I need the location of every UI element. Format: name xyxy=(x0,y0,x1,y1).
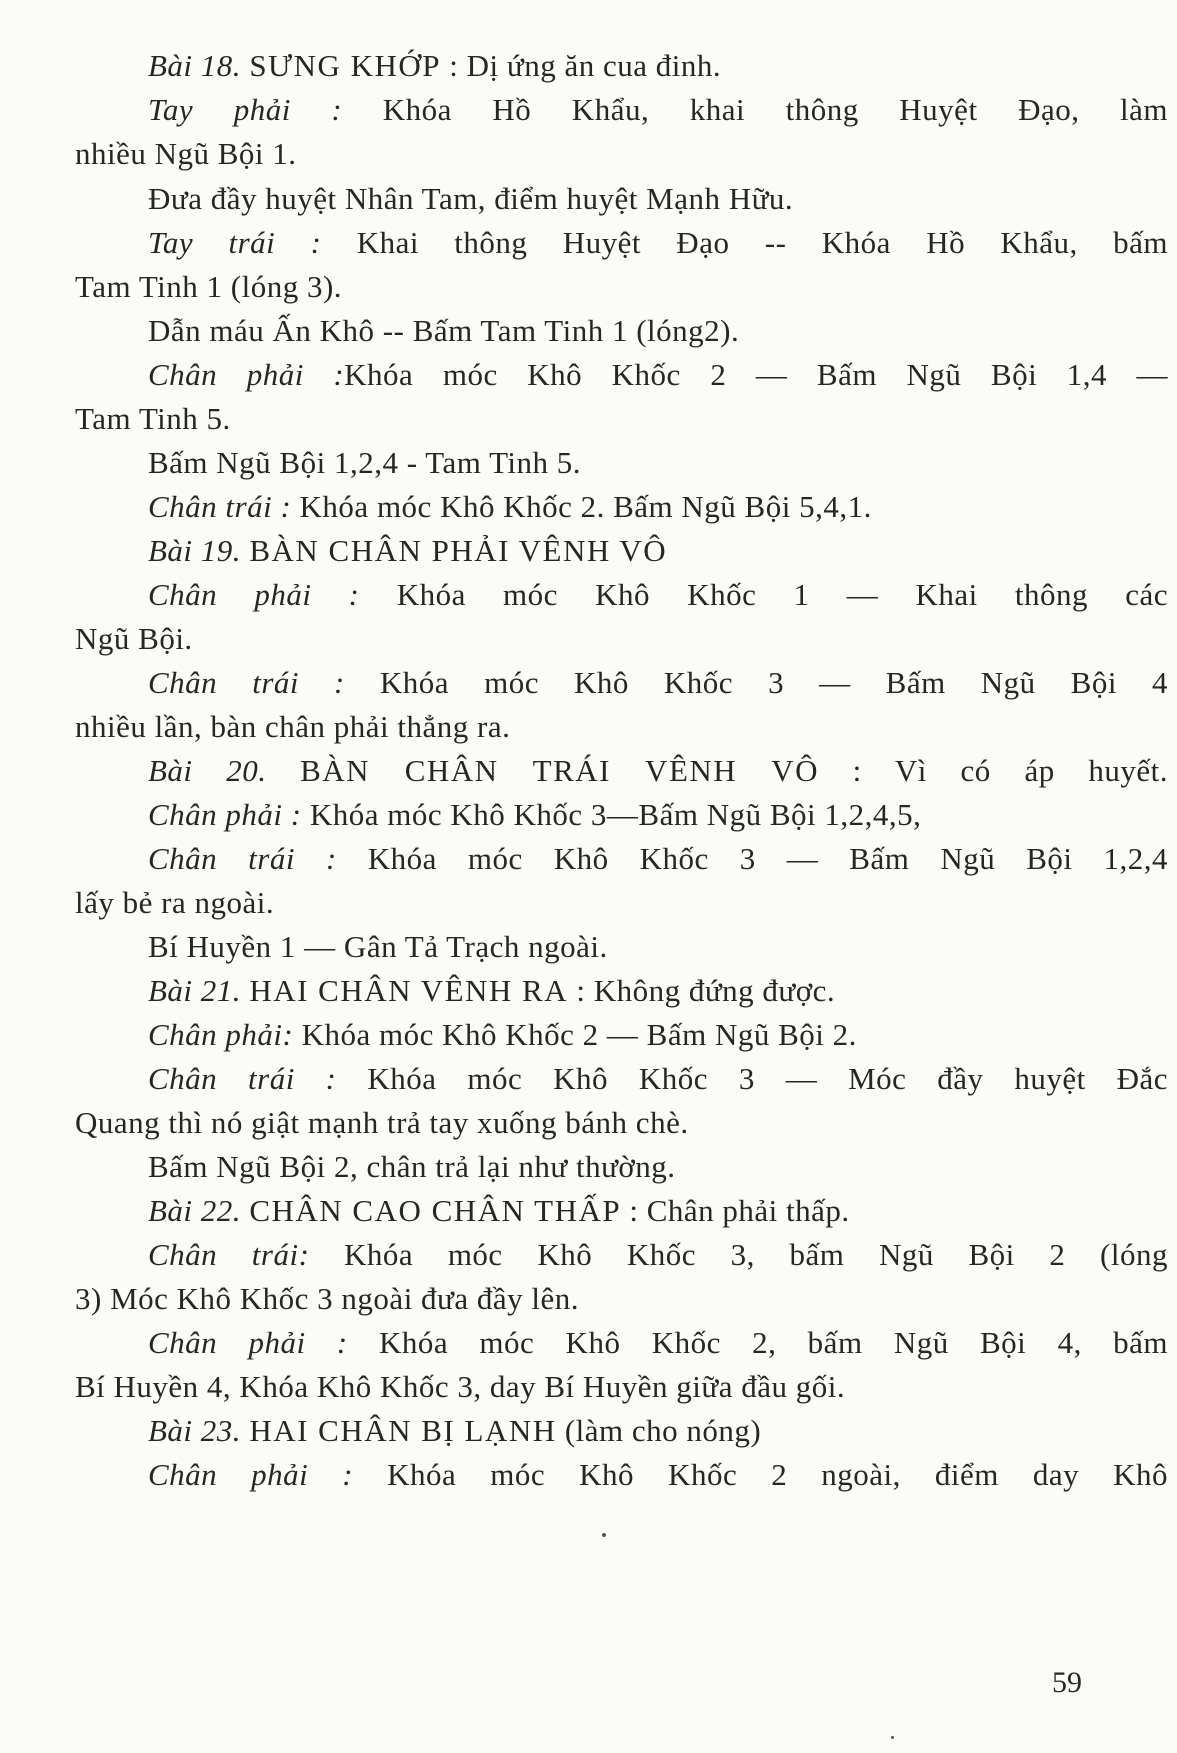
line-text: Bấm Ngũ Bội 2, chân trả lại như thường. xyxy=(148,1149,676,1184)
limb-label: Chân phải : xyxy=(148,1325,348,1360)
line-text: Bấm Ngũ Bội 1,2,4 - Tam Tinh 5. xyxy=(148,445,582,480)
limb-label: Chân phải : xyxy=(148,797,302,832)
print-speck xyxy=(891,1736,894,1739)
page-number: 59 xyxy=(1052,1666,1082,1699)
exercise-number: Bài 19. xyxy=(148,533,242,568)
instruction-line xyxy=(148,1455,1168,1495)
line-text: 3) Móc Khô Khốc 3 ngoài đưa đầy lên. xyxy=(75,1281,579,1316)
line-text: Khóa móc Khô Khốc 3—Bấm Ngũ Bội 1,2,4,5, xyxy=(301,797,922,832)
line-text: Dẫn máu Ấn Khô -- Bấm Tam Tinh 1 (lóng2). xyxy=(148,313,740,348)
continuation-line xyxy=(75,1367,1095,1407)
exercise-title: BÀN CHÂN TRÁI VÊNH VÔ xyxy=(300,753,820,788)
exercise-number: Bài 18. xyxy=(148,48,242,83)
instruction-line xyxy=(148,1059,1168,1099)
continuation-line xyxy=(75,399,1095,439)
continuation-line xyxy=(75,267,1095,307)
exercise-title: BÀN CHÂN PHẢI VÊNH VÔ xyxy=(249,533,668,568)
line-text: Khóa móc Khô Khốc 2 — Bấm Ngũ Bội 1,4 — xyxy=(344,357,1168,392)
line-text: Khóa móc Khô Khốc 1 — Khai thông các xyxy=(359,577,1168,612)
instruction-line xyxy=(148,443,1168,483)
exercise-number: Bài 21. xyxy=(148,973,242,1008)
exercise-heading xyxy=(148,751,1168,791)
limb-label: Chân phải: xyxy=(148,1017,294,1052)
exercise-heading xyxy=(148,46,1168,86)
continuation-line xyxy=(75,883,1095,923)
instruction-line xyxy=(148,1235,1168,1275)
line-text: Tam Tinh 1 (lóng 3). xyxy=(75,269,343,304)
print-speck xyxy=(602,1533,606,1537)
exercise-heading xyxy=(148,531,1168,571)
continuation-line xyxy=(75,1103,1095,1143)
limb-label: Chân trái : xyxy=(148,489,292,524)
exercise-number: Bài 22. xyxy=(148,1193,242,1228)
exercise-heading xyxy=(148,1411,1168,1451)
exercise-title: HAI CHÂN VÊNH RA xyxy=(249,973,569,1008)
line-text: Đưa đầy huyệt Nhân Tam, điểm huyệt Mạnh Hữu. xyxy=(148,181,794,216)
line-text: Khóa móc Khô Khốc 2 — Bấm Ngũ Bội 2. xyxy=(293,1017,857,1052)
line-text: nhiều lần, bàn chân phải thẳng ra. xyxy=(75,709,511,744)
instruction-line xyxy=(148,223,1168,263)
line-text: Khóa móc Khô Khốc 2 ngoài, điểm day Khô xyxy=(353,1457,1168,1492)
line-text: Khóa móc Khô Khốc 2. Bấm Ngũ Bội 5,4,1. xyxy=(291,489,872,524)
instruction-line xyxy=(148,927,1168,967)
instruction-line xyxy=(148,839,1168,879)
instruction-line xyxy=(148,355,1168,395)
limb-label: Tay phải : xyxy=(148,92,343,127)
instruction-line xyxy=(148,179,1168,219)
line-text: Khóa móc Khô Khốc 3 — Móc đầy huyệt Đắc xyxy=(336,1061,1168,1096)
continuation-line xyxy=(75,619,1095,659)
exercise-heading xyxy=(148,971,1168,1011)
instruction-line xyxy=(148,1015,1168,1055)
instruction-line xyxy=(148,663,1168,703)
line-text: Khóa móc Khô Khốc 3 — Bấm Ngũ Bội 4 xyxy=(344,665,1169,700)
continuation-line xyxy=(75,707,1095,747)
exercise-number: Bài 23. xyxy=(148,1413,242,1448)
line-text: Quang thì nó giật mạnh trả tay xuống bánh chè. xyxy=(75,1105,689,1140)
line-text: Bí Huyền 1 — Gân Tả Trạch ngoài. xyxy=(148,929,608,964)
line-text: (làm cho nóng) xyxy=(556,1413,762,1448)
limb-label: Chân phải : xyxy=(148,1457,354,1492)
instruction-line xyxy=(148,1323,1168,1363)
line-text: : Vì có áp huyết. xyxy=(819,753,1168,788)
instruction-line xyxy=(148,575,1168,615)
instruction-line xyxy=(148,90,1168,130)
line-text: Khóa Hồ Khẩu, khai thông Huyệt Đạo, làm xyxy=(342,92,1169,127)
line-text: Tam Tinh 5. xyxy=(75,401,231,436)
exercise-title: HAI CHÂN BỊ LẠNH xyxy=(249,1413,557,1448)
limb-label: Chân phải : xyxy=(148,577,360,612)
limb-label: Chân trái: xyxy=(148,1237,310,1272)
line-text: Ngũ Bội. xyxy=(75,621,193,656)
instruction-line xyxy=(148,795,1168,835)
line-text: Khóa móc Khô Khốc 3 — Bấm Ngũ Bội 1,2,4 xyxy=(336,841,1168,876)
exercise-title: CHÂN CAO CHÂN THẤP xyxy=(249,1193,622,1228)
exercise-heading xyxy=(148,1191,1168,1231)
continuation-line xyxy=(75,134,1095,174)
limb-label: Chân phải : xyxy=(148,357,345,392)
line-text: lấy bẻ ra ngoài. xyxy=(75,885,275,920)
instruction-line xyxy=(148,1147,1168,1187)
line-text: Khóa móc Khô Khốc 3, bấm Ngũ Bội 2 (lóng xyxy=(309,1237,1168,1272)
instruction-line xyxy=(148,487,1168,527)
exercise-number: Bài 20. xyxy=(148,753,267,788)
continuation-line xyxy=(75,1279,1095,1319)
limb-label: Tay trái : xyxy=(148,225,322,260)
line-text: Khóa móc Khô Khốc 2, bấm Ngũ Bội 4, bấm xyxy=(347,1325,1168,1360)
limb-label: Chân trái : xyxy=(148,1061,337,1096)
line-text: Bí Huyền 4, Khóa Khô Khốc 3, day Bí Huyền giữa đầu gối. xyxy=(75,1369,846,1404)
limb-label: Chân trái : xyxy=(148,665,345,700)
line-text: : Dị ứng ăn cua đinh. xyxy=(441,48,722,83)
limb-label: Chân trái : xyxy=(148,841,337,876)
exercise-title: SƯNG KHỚP xyxy=(249,48,442,83)
line-text: : Chân phải thấp. xyxy=(621,1193,850,1228)
line-text: : Không đứng được. xyxy=(568,973,836,1008)
line-text: Khai thông Huyệt Đạo -- Khóa Hồ Khẩu, bấm xyxy=(321,225,1168,260)
instruction-line xyxy=(148,311,1168,351)
line-text: nhiều Ngũ Bội 1. xyxy=(75,136,297,171)
